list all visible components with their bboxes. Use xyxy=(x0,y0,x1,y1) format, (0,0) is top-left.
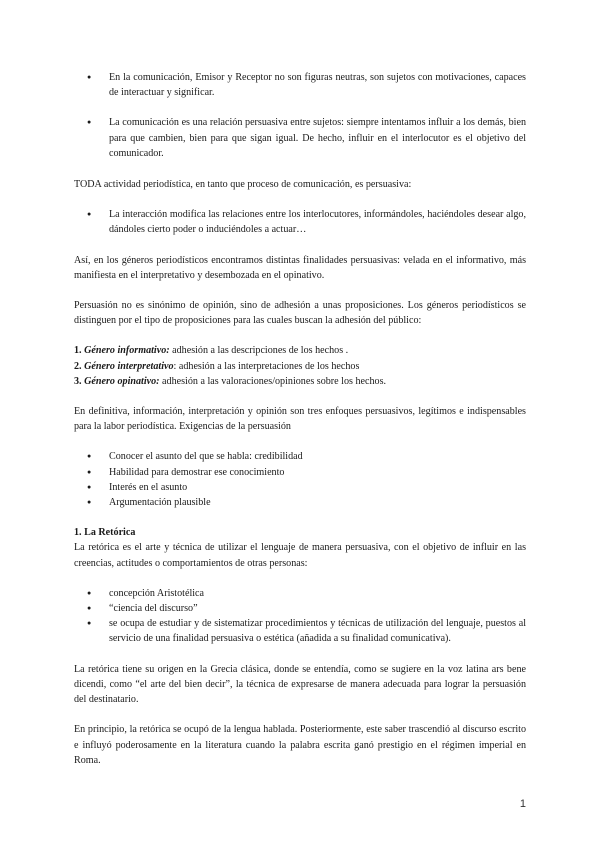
genre-name: Género opinativo: xyxy=(84,375,160,387)
list-item: ● Interés en el asunto xyxy=(74,480,526,495)
genre-text: adhesión a las valoraciones/opiniones sobre los hechos. xyxy=(159,375,387,387)
list-item xyxy=(74,359,526,374)
list-item xyxy=(74,343,526,358)
genre-name: Género interpretativo xyxy=(84,360,174,372)
list-item: ● concepción Aristotélica xyxy=(74,586,526,601)
paragraph-asi: Así, en los géneros periodísticos encontramos distintas finalidades persuasivas: velada en el informativo, más manifiesta en el interpretativo y desembozada en el opinativo. xyxy=(74,254,526,281)
list-item: ● “ciencia del discurso” xyxy=(74,601,526,616)
list-item: ● La interacción modifica las relaciones entre los interlocutores, informándoles, haciéndoles desear algo, dándoles cierto poder o induciéndoles a actuar… xyxy=(74,207,526,237)
bullet-list-2 xyxy=(74,207,526,237)
list-item: ● se ocupa de estudiar y de sistematizar procedimientos y técnicas de utilización del lenguaje, puestos al servicio de una finalidad persuasiva o estética (añadida a su finalidad comunicativa). xyxy=(74,616,526,646)
list-item: ● Argumentación plausible xyxy=(74,495,526,510)
paragraph-persuasion: Persuasión no es sinónimo de opinión, sino de adhesión a unas proposiciones. Los géneros periodísticos se distinguen por el tipo de proposiciones para las cuales buscan la adhesión del público: xyxy=(74,300,526,327)
section-heading xyxy=(74,525,526,540)
genre-name: Género informativo: xyxy=(84,345,170,357)
paragraph-principio: En principio, la retórica se ocupó de la lengua hablada. Posteriormente, este saber trascendió al discurso escrito e influyó poderosamente en la literatura cuando la palabra escrita ganó prestigio en el régimen imperial en Roma. xyxy=(74,724,526,766)
list-item: ● Habilidad para demostrar ese conocimiento xyxy=(74,465,526,480)
paragraph-retorica: La retórica es el arte y técnica de utilizar el lenguaje de manera persuasiva, con el objetivo de influir en las creencias, actitudes o comportamientos de otras personas: xyxy=(74,542,526,569)
section-title: 1. La Retórica xyxy=(74,527,136,539)
item-number: 3. xyxy=(74,375,82,387)
list-item: ● Conocer el asunto del que se habla: credibilidad xyxy=(74,449,526,464)
list-item: ● En la comunicación, Emisor y Receptor no son figuras neutras, son sujetos con motivaciones, capaces de interactuar y significar. xyxy=(74,70,526,100)
paragraph-grecia: La retórica tiene su origen en la Grecia clásica, donde se entendía, como se sugiere en la voz latina ars bene dicendi, como “el arte del bien decir”, la técnica de expresarse de manera adecuada para lograr la persuasión del destinatario. xyxy=(74,663,526,706)
document-page xyxy=(74,66,526,768)
item-number: 2. xyxy=(74,360,82,372)
bullet-list-4 xyxy=(74,586,526,647)
paragraph-definitiva: En definitiva, información, interpretación y opinión son tres enfoques persuasivos, legítimos e indispensables para la labor periodística. Exigencias de la persuasión xyxy=(74,406,526,433)
generos-list xyxy=(74,343,526,389)
page-number: 1 xyxy=(519,798,526,810)
genre-text: adhesión a las descripciones de los hechos . xyxy=(169,345,349,357)
paragraph-toda: TODA actividad periodística, en tanto que proceso de comunicación, es persuasiva: xyxy=(74,179,412,191)
item-number: 1. xyxy=(74,345,82,357)
list-item xyxy=(74,374,526,389)
list-item: ● La comunicación es una relación persuasiva entre sujetos: siempre intentamos influir a los demás, bien para que cambien, bien para que sigan igual. De hecho, influir en el interlocutor es el objetivo del comunicador. xyxy=(74,115,526,161)
genre-text: : adhesión a las interpretaciones de los hechos xyxy=(173,360,360,372)
bullet-list-1 xyxy=(74,70,526,161)
bullet-list-3 xyxy=(74,449,526,510)
